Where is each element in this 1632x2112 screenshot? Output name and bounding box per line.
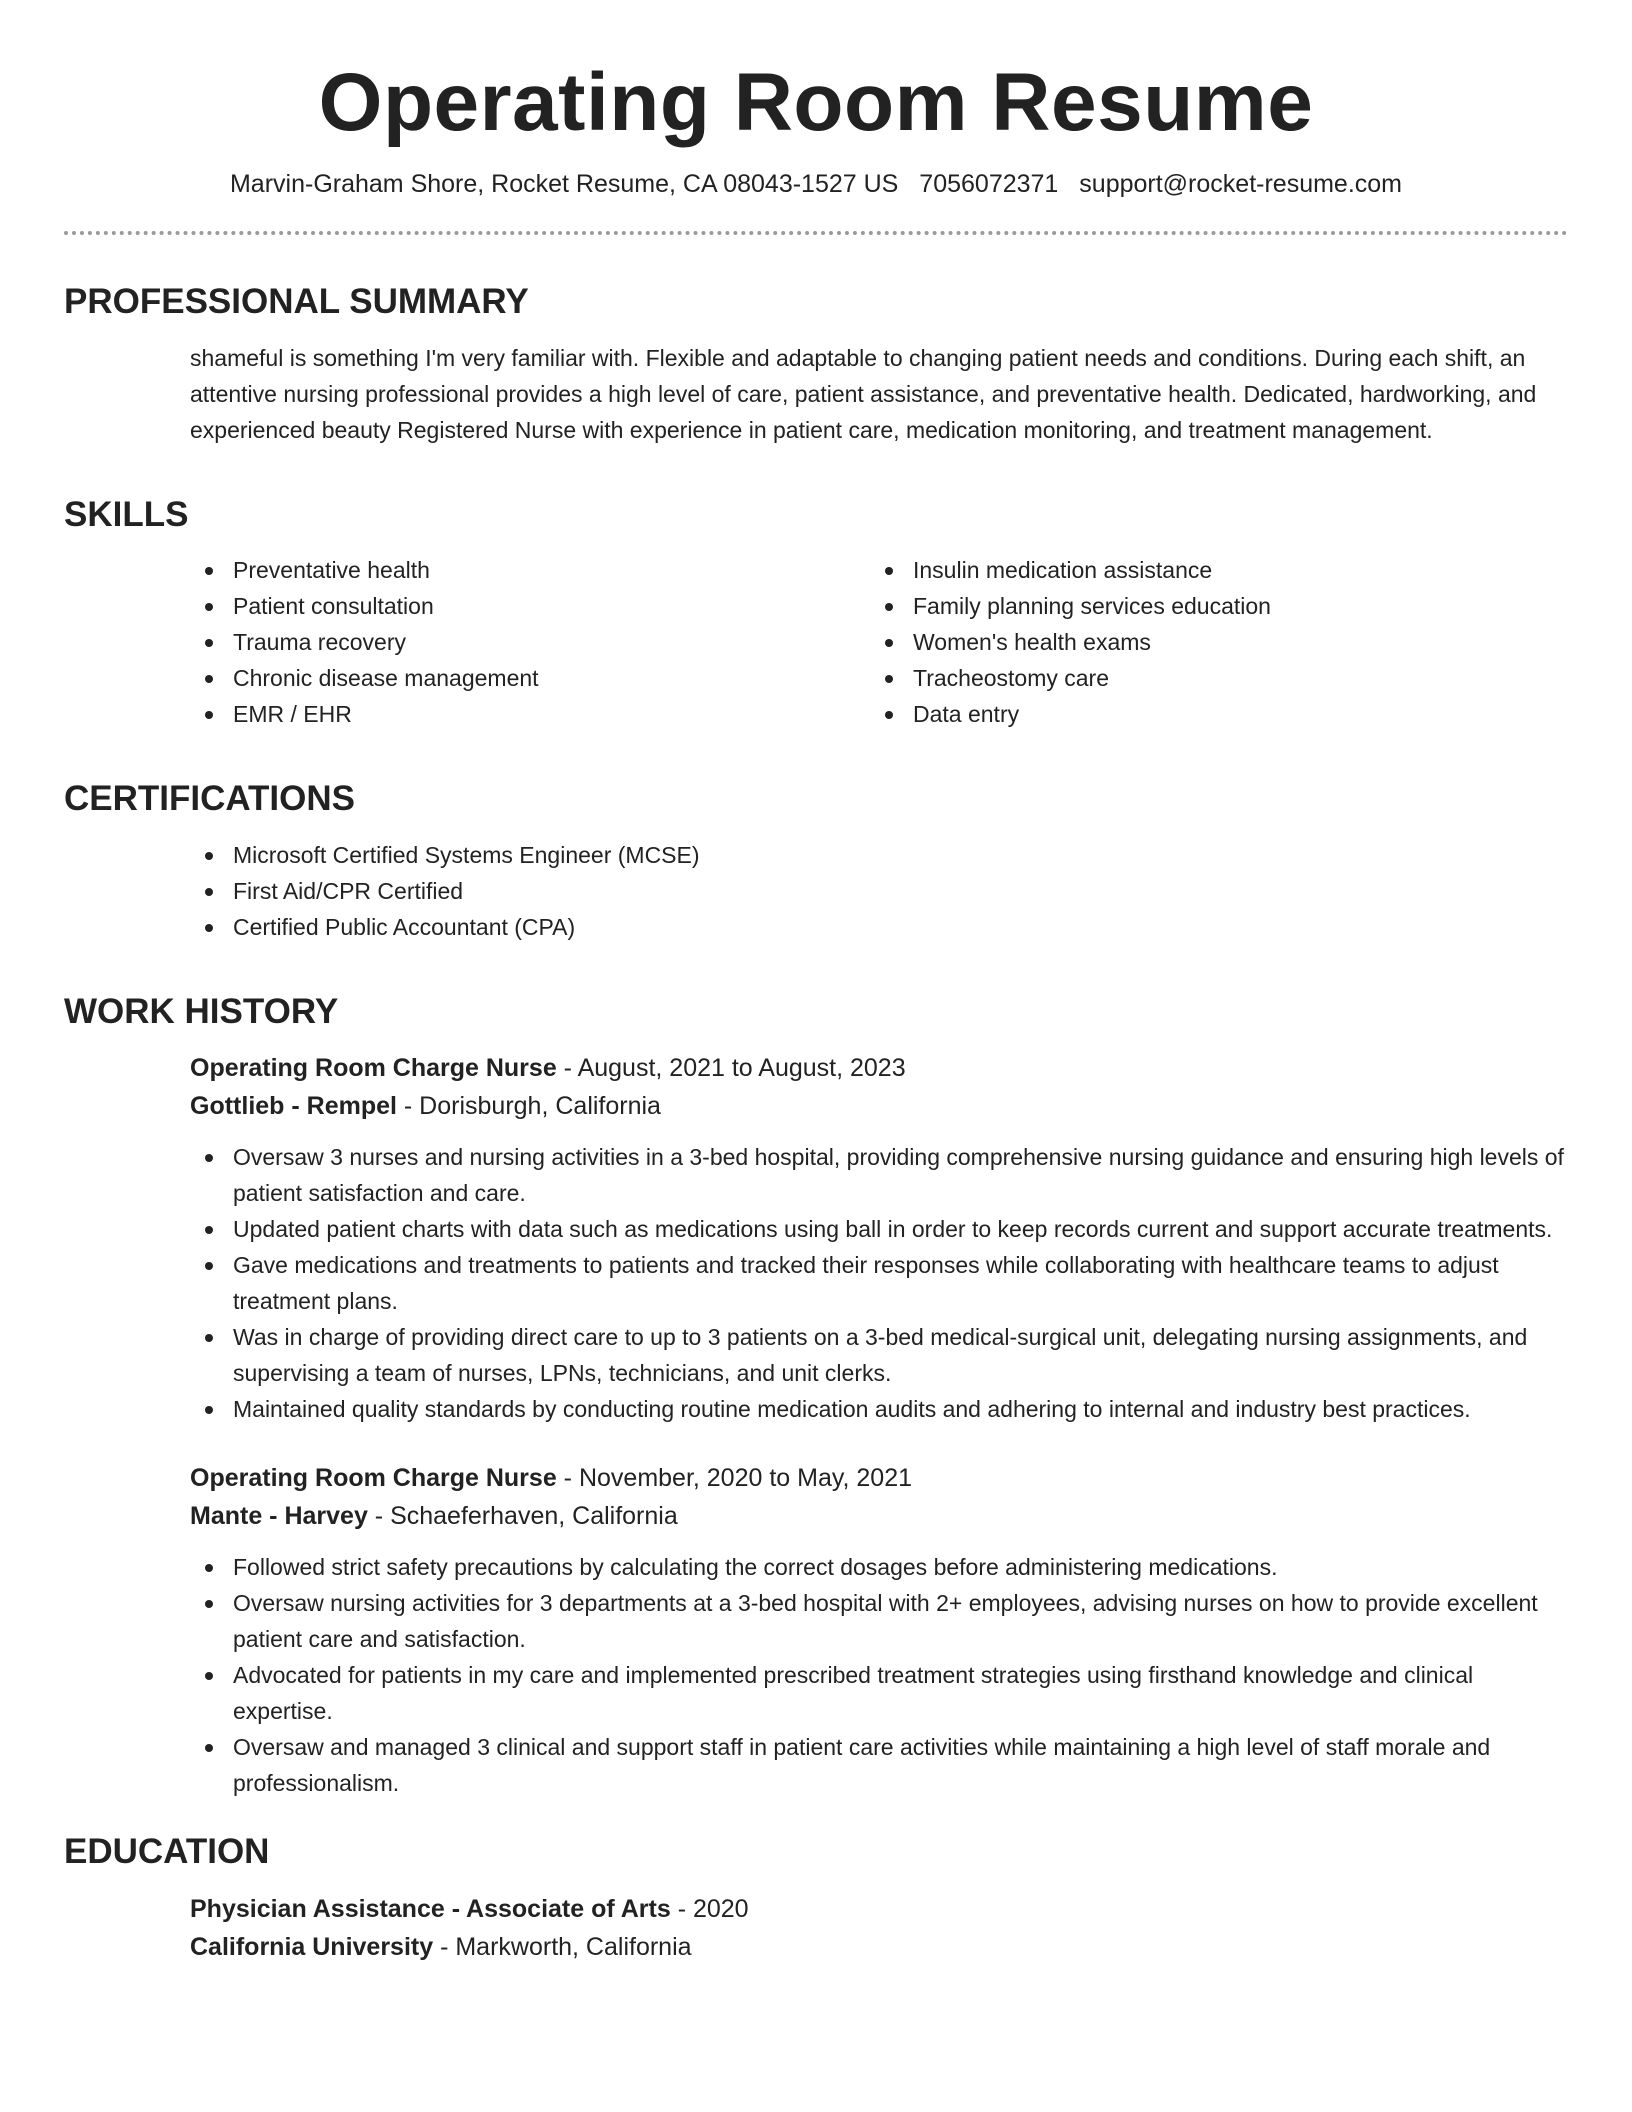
contact-email: support@rocket-resume.com [1079,170,1403,199]
education-location: - Markworth, California [433,1932,692,1961]
skills-right-column [870,552,1550,732]
skill-item: Trauma recovery [190,624,870,660]
skill-item: Tracheostomy care [870,660,1550,696]
job-company-line [190,1087,1568,1125]
skill-item: Preventative health [190,552,870,588]
work-history [190,1049,1568,1801]
job-location: - Schaeferhaven, California [367,1502,678,1531]
contact-phone: 7056072371 [919,170,1059,199]
job-entry [190,1049,1568,1427]
education-degree-line [190,1890,1568,1928]
job-dates: - November, 2020 to May, 2021 [556,1464,913,1493]
education-degree: Physician Assistance - Associate of Arts [190,1894,671,1923]
skills-left-column [190,552,870,732]
skills-list [190,552,1568,732]
contact-line [64,170,1568,199]
job-bullet: Was in charge of providing direct care to up to 3 patients on a 3-bed medical-surgical unit, delegating nursing assignments, and supervising a team of nurses, LPNs, technicians, and unit clerks. [190,1319,1568,1391]
job-bullets [190,1549,1568,1801]
education-school: California University [190,1932,434,1961]
job-position: Operating Room Charge Nurse [190,1464,557,1493]
skills-heading: SKILLS [64,494,189,534]
header-divider [64,231,1568,235]
job-bullets [190,1139,1568,1427]
job-bullet: Oversaw 3 nurses and nursing activities in a 3-bed hospital, providing comprehensive nursing guidance and ensuring high levels of patient satisfaction and care. [190,1139,1568,1211]
certification-item: First Aid/CPR Certified [190,873,1568,909]
job-bullet: Gave medications and treatments to patients and tracked their responses while collaborating with healthcare teams to adjust treatment plans. [190,1247,1568,1319]
job-location: - Dorisburgh, California [396,1092,661,1121]
job-position: Operating Room Charge Nurse [190,1054,557,1083]
job-bullet: Followed strict safety precautions by calculating the correct dosages before administering medications. [190,1549,1568,1585]
education-heading: EDUCATION [64,1832,270,1872]
skill-item: Women's health exams [870,624,1550,660]
skill-item: EMR / EHR [190,696,870,732]
certifications-heading: CERTIFICATIONS [64,779,356,819]
job-company: Mante - Harvey [190,1502,368,1531]
summary-heading: PROFESSIONAL SUMMARY [64,282,529,322]
job-bullet: Advocated for patients in my care and implemented prescribed treatment strategies using firsthand knowledge and clinical expertise. [190,1657,1568,1729]
skill-item: Data entry [870,696,1550,732]
job-company: Gottlieb - Rempel [190,1092,397,1121]
job-bullet: Oversaw and managed 3 clinical and support staff in patient care activities while maintaining a high level of staff morale and professionalism. [190,1729,1568,1801]
job-entry [190,1459,1568,1801]
contact-address: Marvin-Graham Shore, Rocket Resume, CA 08043-1527 US [229,170,899,199]
skill-item: Chronic disease management [190,660,870,696]
work-history-heading: WORK HISTORY [64,991,339,1031]
certification-item: Certified Public Accountant (CPA) [190,909,1568,945]
certifications-list [190,837,1568,945]
job-company-line [190,1497,1568,1535]
education-entry [190,1890,1568,1966]
job-dates: - August, 2021 to August, 2023 [556,1054,906,1083]
resume-title: Operating Room Resume [318,57,1314,148]
skill-item: Family planning services education [870,588,1550,624]
job-bullet: Oversaw nursing activities for 3 departments at a 3-bed hospital with 2+ employees, advising nurses on how to provide excellent patient care and satisfaction. [190,1585,1568,1657]
job-title-line [190,1049,1568,1087]
resume-page [64,0,1568,1966]
job-bullet: Updated patient charts with data such as medications using ball in order to keep records current and support accurate treatments. [190,1211,1568,1247]
education-year: - 2020 [670,1894,749,1923]
skill-item: Patient consultation [190,588,870,624]
skill-item: Insulin medication assistance [870,552,1550,588]
certification-item: Microsoft Certified Systems Engineer (MCSE) [190,837,1568,873]
job-bullet: Maintained quality standards by conducting routine medication audits and adhering to internal and industry best practices. [190,1391,1568,1427]
summary-text: shameful is something I'm very familiar with. Flexible and adaptable to changing patient needs and conditions. During each shift, an attentive nursing professional provides a high level of care, patient assistance, and preventative health. Dedicated, hardworking, and experienced beauty Registered Nurse with experience in patient care, medication monitoring, and treatment management. [190,344,1537,443]
job-title-line [190,1459,1568,1497]
education-school-line [190,1928,1568,1966]
